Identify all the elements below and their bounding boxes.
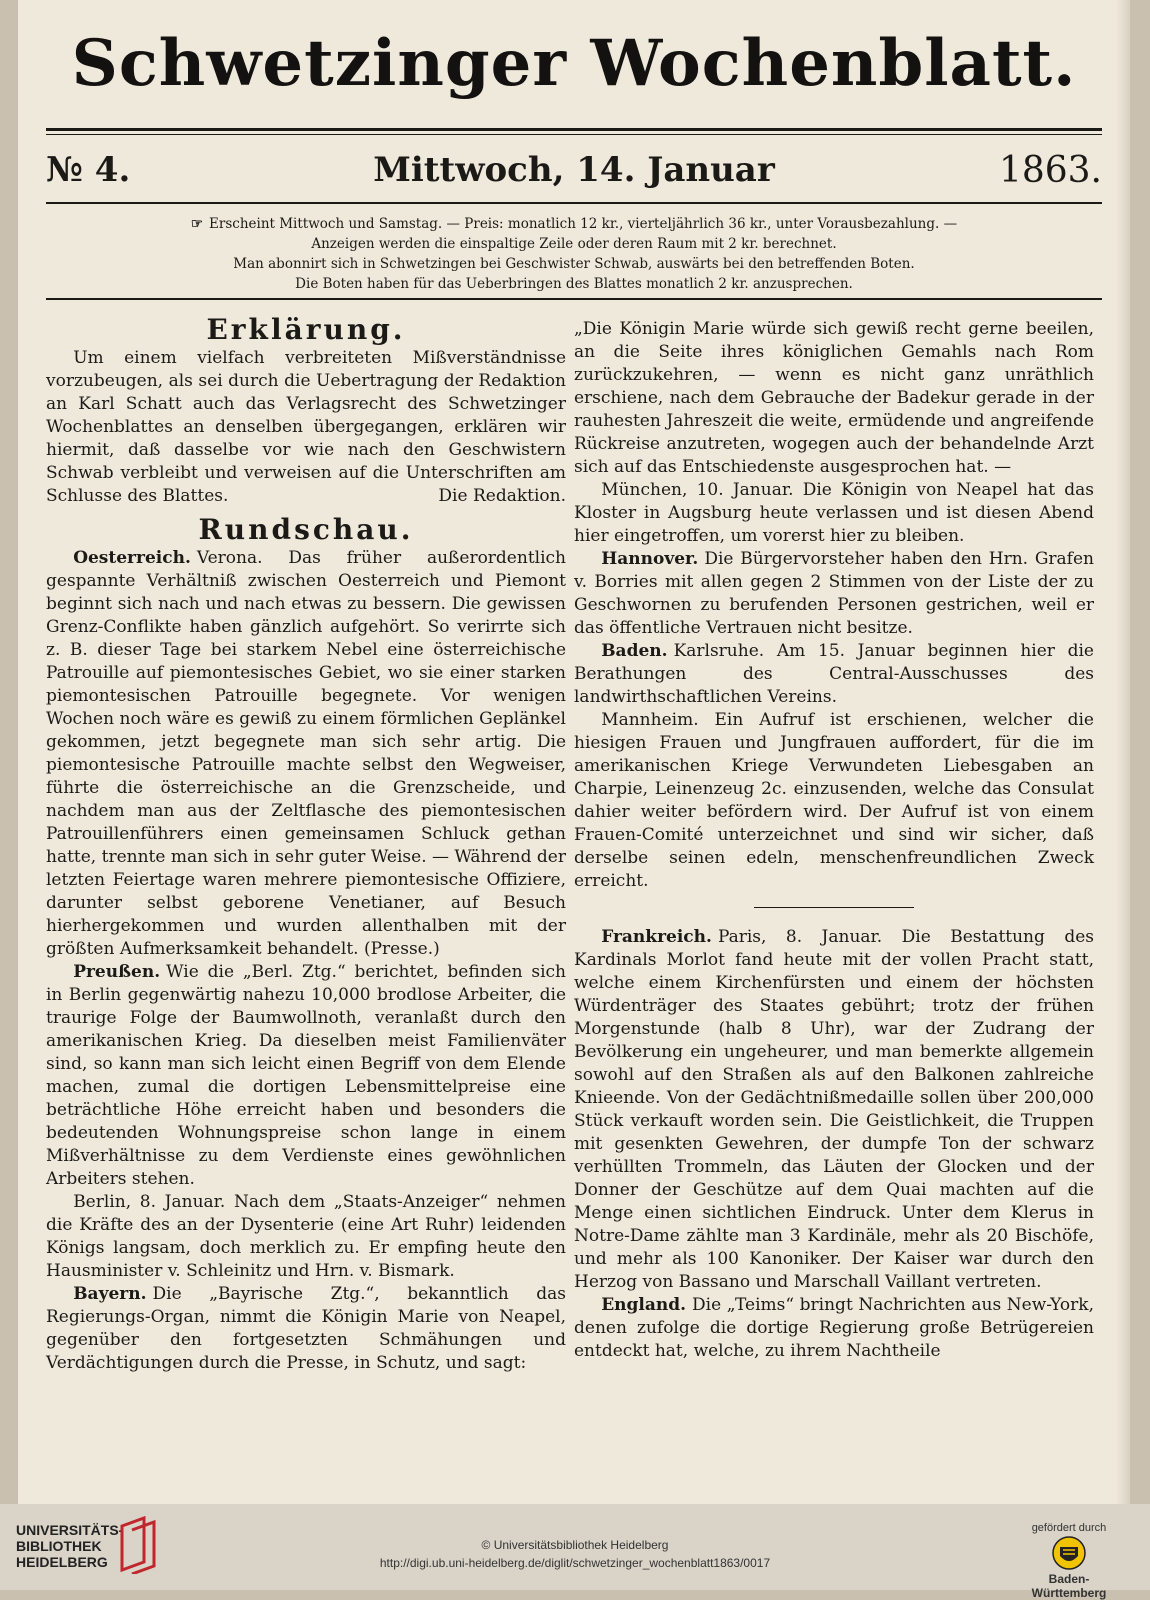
issue-number: № 4. bbox=[46, 150, 131, 190]
erklaerung-signature: Die Redaktion. bbox=[438, 486, 566, 506]
england-text: Die „Teims“ bringt Nachrichten aus New-York, denen zufolge die dortige Regierung große Betrügereien entdeckt hat, welche, zu ihrem Nachtheile bbox=[574, 1295, 1094, 1361]
bayern-article bbox=[46, 1283, 566, 1375]
logo-line-3: HEIDELBERG bbox=[16, 1554, 108, 1570]
masthead-rule-thin bbox=[46, 134, 1102, 135]
frankreich-text: Paris, 8. Januar. Die Bestattung des Kardinals Morlot fand heute mit der vollen Pracht statt, welche einem Kirchenfürsten und einem der höchsten Würdenträger des Staates gebührt; trotz der frühen Morgenstunde (halb 8 Uhr), war der Zudrang der Bevölkerung ein ungeheurer, und man bemerkte allgemein sowohl auf den Straßen als auf den Balkonen zahlreiche Knieende. Von der Gedächtnißmedaille sollen über 200,000 Stück verkauft worden sein. Die Geistlichkeit, die Truppen mit gesenkten Gewehren, der dumpfe Ton der schwarz verhüllten Trommeln, das Läuten der Glocken und der Donner der Geschütze auf dem Quai machten auf die Menge einen sichtlichen Eindruck. Unter dem Klerus in Notre-Dame zählte man 3 Kardinäle, mehr als 20 Bischöfe, und mehr als 100 Kanoniker. Der Kaiser war durch den Herzog von Bassano und Marschall Vaillant vertreten. bbox=[574, 927, 1094, 1292]
erklaerung-paragraph bbox=[46, 347, 566, 508]
left-column bbox=[46, 313, 566, 1375]
preussen-text: Wie die „Berl. Ztg.“ berichtet, befinden sich in Berlin gegenwärtig nahezu 10,000 brodlose Arbeiter, die traurige Folge der Baumwollnoth, veranlaßt durch den amerikanischen Krieg. Da dieselben meist Familienväter sind, so kann man sich leicht einen Begriff von dem Elende machen, zumal die dortigen Lebensmittelpreise eine beträchtliche Höhe erreicht haben und besonders die bedeutenden Wohnungspreise schon lange in einem Mißverhältnisse zu dem Verdienste eines gewöhnlichen Arbeiters stehen. bbox=[46, 962, 566, 1189]
funded-by-label: gefördert durch bbox=[1031, 1522, 1107, 1534]
masthead-rule bbox=[46, 128, 1102, 131]
muenchen-article: München, 10. Januar. Die Königin von Neapel hat das Kloster in Augsburg heute verlassen und ist diesen Abend hier eingetroffen, um vorerst hier zu bleiben. bbox=[574, 480, 1094, 546]
bayern-text: Die „Bayrische Ztg.“, bekanntlich das Regierungs-Organ, nimmt die Königin Marie von Neapel, gegenüber den fortgesetzten Schmähungen und Verdächtigungen durch die Presse, in Schutz, und sagt: bbox=[46, 1284, 566, 1373]
subscription-notice bbox=[48, 214, 1100, 294]
notice-line-2: Anzeigen werden die einspaltige Zeile oder deren Raum mit 2 kr. berechnet. bbox=[311, 236, 837, 252]
dateline bbox=[46, 150, 1102, 198]
right-column bbox=[574, 318, 1094, 1363]
bayern-continuation: „Die Königin Marie würde sich gewiß recht gerne beeilen, an die Seite ihres königlichen Gemahls nach Rom zurückzukehren, — wenn es nicht ganz unräthlich erschiene, nach dem Gebrauche der Badekur gerade in der rauhesten Jahreszeit die weite, ermüdende und angreifende Rückreise anzutreten, wogegen auch der behandelnde Arzt sich auf das Entschiedenste ausgesprochen hat. — bbox=[574, 319, 1094, 477]
issue-date: Mittwoch, 14. Januar bbox=[373, 150, 775, 190]
section-frankreich: Frankreich. bbox=[601, 927, 712, 947]
section-hannover: Hannover. bbox=[601, 549, 699, 569]
copyright-credit: © Universitätsbibliothek Heidelberg bbox=[481, 1538, 669, 1552]
erklaerung-text: Um einem vielfach verbreiteten Mißverständnisse vorzubeugen, als sei durch die Uebertragung der Redaktion an Karl Schatt auch das Verlagsrecht des Schwetzinger Wochenblattes an denselben übergegangen, erklären wir hiermit, daß dasselbe vor wie nach den Geschwistern Schwab verbleibt und verweisen auf die Unterschriften am Schlusse des Blattes. bbox=[46, 348, 566, 506]
baden-text: Karlsruhe. Am 15. Januar beginnen hier die Berathungen des Central-Ausschusses des landwirthschaftlichen Vereins. bbox=[574, 641, 1094, 707]
section-bayern: Bayern. bbox=[73, 1284, 147, 1304]
section-divider bbox=[754, 907, 914, 908]
section-baden: Baden. bbox=[601, 641, 668, 661]
newspaper-page bbox=[18, 0, 1130, 1504]
state-name: Baden-Württemberg bbox=[1031, 1572, 1107, 1600]
funder-block bbox=[1014, 1522, 1124, 1600]
hannover-text: Die Bürgervorsteher haben den Hrn. Grafen v. Borries mit allen gegen 2 Stimmen von der Liste der zu Geschwornen zu berufenden Personen gestrichen, weil er das öffentliche Vertrauen nicht besitze. bbox=[574, 549, 1094, 638]
library-footer bbox=[0, 1504, 1150, 1600]
preussen-article bbox=[46, 961, 566, 1191]
baden-article bbox=[574, 640, 1094, 709]
pointing-hand-icon: ☞ bbox=[190, 216, 204, 232]
issue-year: 1863. bbox=[998, 150, 1102, 191]
masthead-title: Schwetzinger Wochenblatt. bbox=[71, 26, 1077, 101]
section-preussen: Preußen. bbox=[73, 962, 161, 982]
oesterreich-article bbox=[46, 547, 566, 961]
logo-line-2: BIBLIOTHEK bbox=[16, 1538, 102, 1554]
frankreich-article bbox=[574, 926, 1094, 1294]
notice-rule bbox=[46, 298, 1102, 300]
erklaerung-heading: Erklärung. bbox=[206, 313, 406, 346]
rundschau-heading: Rundschau. bbox=[198, 513, 414, 546]
berlin-article: Berlin, 8. Januar. Nach dem „Staats-Anzeiger“ nehmen die Kräfte des an der Dysenterie (eine Art Ruhr) leidenden Königs langsam, doch merklich zu. Er empfing heute den Hausminister v. Schleinitz und Hrn. v. Bismark. bbox=[46, 1192, 566, 1281]
source-url[interactable]: http://digi.ub.uni-heidelberg.de/diglit/schwetzinger_wochenblatt1863/0017 bbox=[379, 1556, 771, 1570]
oesterreich-text: Verona. Das früher außerordentlich gespannte Verhältniß zwischen Oesterreich und Piemont beginnt sich nach und nach etwas zu bessern. Die gewissen Grenz-Conflikte haben gänzlich aufgehört. So verirrte sich z. B. dieser Tage bei starkem Nebel eine österreichische Patrouille auf piemontesisches Gebiet, wo sie einer starken piemontesischen Patrouille begegnete. Vor wenigen Wochen noch wäre es gewiß zu einem förmlichen Geplänkel gekommen, jetzt begegnete man sich sehr artig. Die piemontesische Patrouille machte selbst den Wegweiser, führte die österreichische an die Grenzscheide, und nachdem man aus der Zeltflasche des piemontesischen Patrouillenführers einen gemeinsamen Schluck gethan hatte, trennte man sich in sehr guter Weise. — Während der letzten Feiertage waren mehrere piemontesische Offiziere, darunter selbst geborene Venetianer, auf Besuch hierhergekommen und wurden allenthalben mit der größten Aufmerksamkeit behandelt. (Presse.) bbox=[46, 548, 566, 959]
notice-line-1: Erscheint Mittwoch und Samstag. — Preis: monatlich 12 kr., vierteljährlich 36 kr., unter Vorausbezahlung. — bbox=[209, 216, 958, 232]
notice-line-3: Man abonnirt sich in Schwetzingen bei Geschwister Schwab, auswärts bei den betreffenden Boten. bbox=[233, 256, 915, 272]
notice-line-4: Die Boten haben für das Ueberbringen des Blattes monatlich 2 kr. anzusprechen. bbox=[295, 276, 853, 292]
england-article bbox=[574, 1294, 1094, 1363]
logo-line-1: UNIVERSITÄTS- bbox=[16, 1522, 124, 1538]
section-england: England. bbox=[601, 1295, 687, 1315]
mannheim-article: Mannheim. Ein Aufruf ist erschienen, welcher die hiesigen Frauen und Jungfrauen auffordert, für die im amerikanischen Kriege Verwundeten Liebesgaben an Charpie, Leinenzeug 2c. einzusenden, welche das Consulat dahier weiter befördern wird. Der Aufruf ist von einem Frauen-Comité unterzeichnet und sind wir sicher, daß derselbe seinen edeln, menschenfreundlichen Zweck erreicht. bbox=[574, 710, 1094, 891]
section-oesterreich: Oesterreich. bbox=[73, 548, 191, 568]
hannover-article bbox=[574, 548, 1094, 640]
baden-wuerttemberg-crest-icon bbox=[1052, 1536, 1086, 1570]
dateline-rule bbox=[46, 202, 1102, 204]
